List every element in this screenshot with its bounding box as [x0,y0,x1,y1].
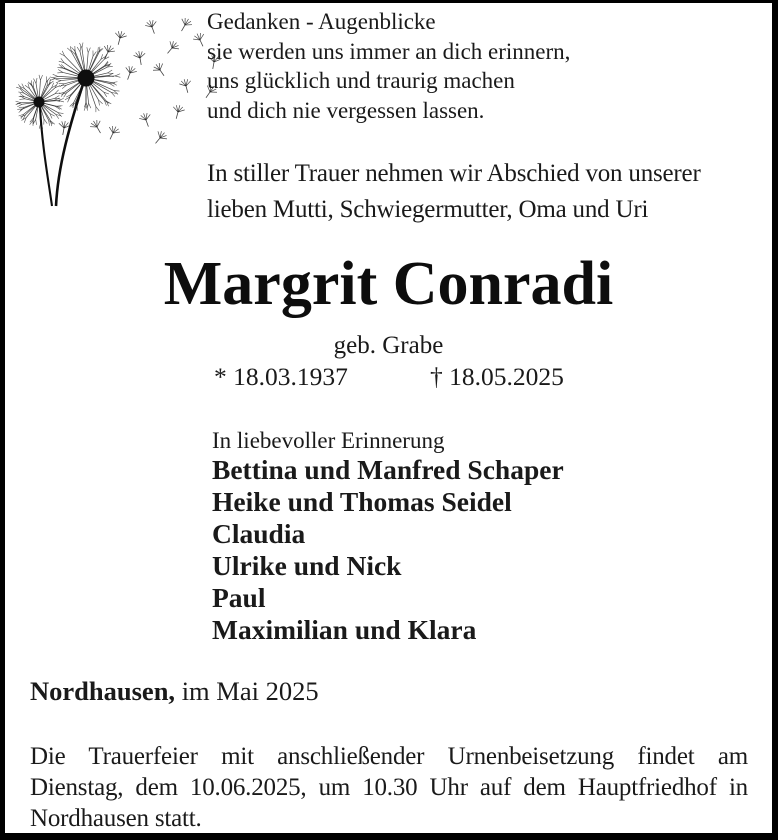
dandelion-illustration [10,10,230,215]
mourner-line: Paul [212,582,266,613]
mourner-line: Bettina und Manfred Schaper [212,454,564,485]
place-date-line [30,676,319,708]
remembrance-block [212,427,564,646]
death-date: † 18.05.2025 [430,362,564,391]
mourning-intro [207,156,701,228]
quote-line: sie werden uns immer an dich erinnern, [207,38,571,64]
issue-date: im Mai 2025 [181,676,319,706]
funeral-line: Dienstag, dem 10.06.2025, um 10.30 Uhr auf dem Hauptfriedhof in [30,774,748,801]
intro-line: In stiller Trauer nehmen wir Abschied von unserer [207,160,701,187]
memorial-quote [207,7,570,125]
deceased-name: Margrit Conradi [163,250,614,318]
place-name: Nordhausen, [30,676,176,706]
intro-line: lieben Mutti, Schwiegermutter, Oma und Uri [207,196,649,223]
funeral-announcement [30,741,748,834]
birth-date: * 18.03.1937 [214,362,348,391]
quote-line: uns glücklich und traurig machen [207,68,515,93]
mourner-line: Maximilian und Klara [212,614,477,645]
mourner-line: Ulrike und Nick [212,550,402,581]
funeral-line: Die Trauerfeier mit anschließender Urnenbeisetzung findet am [30,743,748,770]
mourner-line: Claudia [212,518,306,549]
remembrance-heading: In liebevoller Erinnerung [212,428,445,453]
funeral-line: Nordhausen statt. [30,805,202,832]
life-dates [214,362,564,393]
quote-line: und dich nie vergessen lassen. [207,97,485,123]
maiden-name: geb. Grabe [333,332,444,359]
mourner-line: Heike und Thomas Seidel [212,486,512,517]
quote-line: Gedanken - Augenblicke [207,9,436,34]
